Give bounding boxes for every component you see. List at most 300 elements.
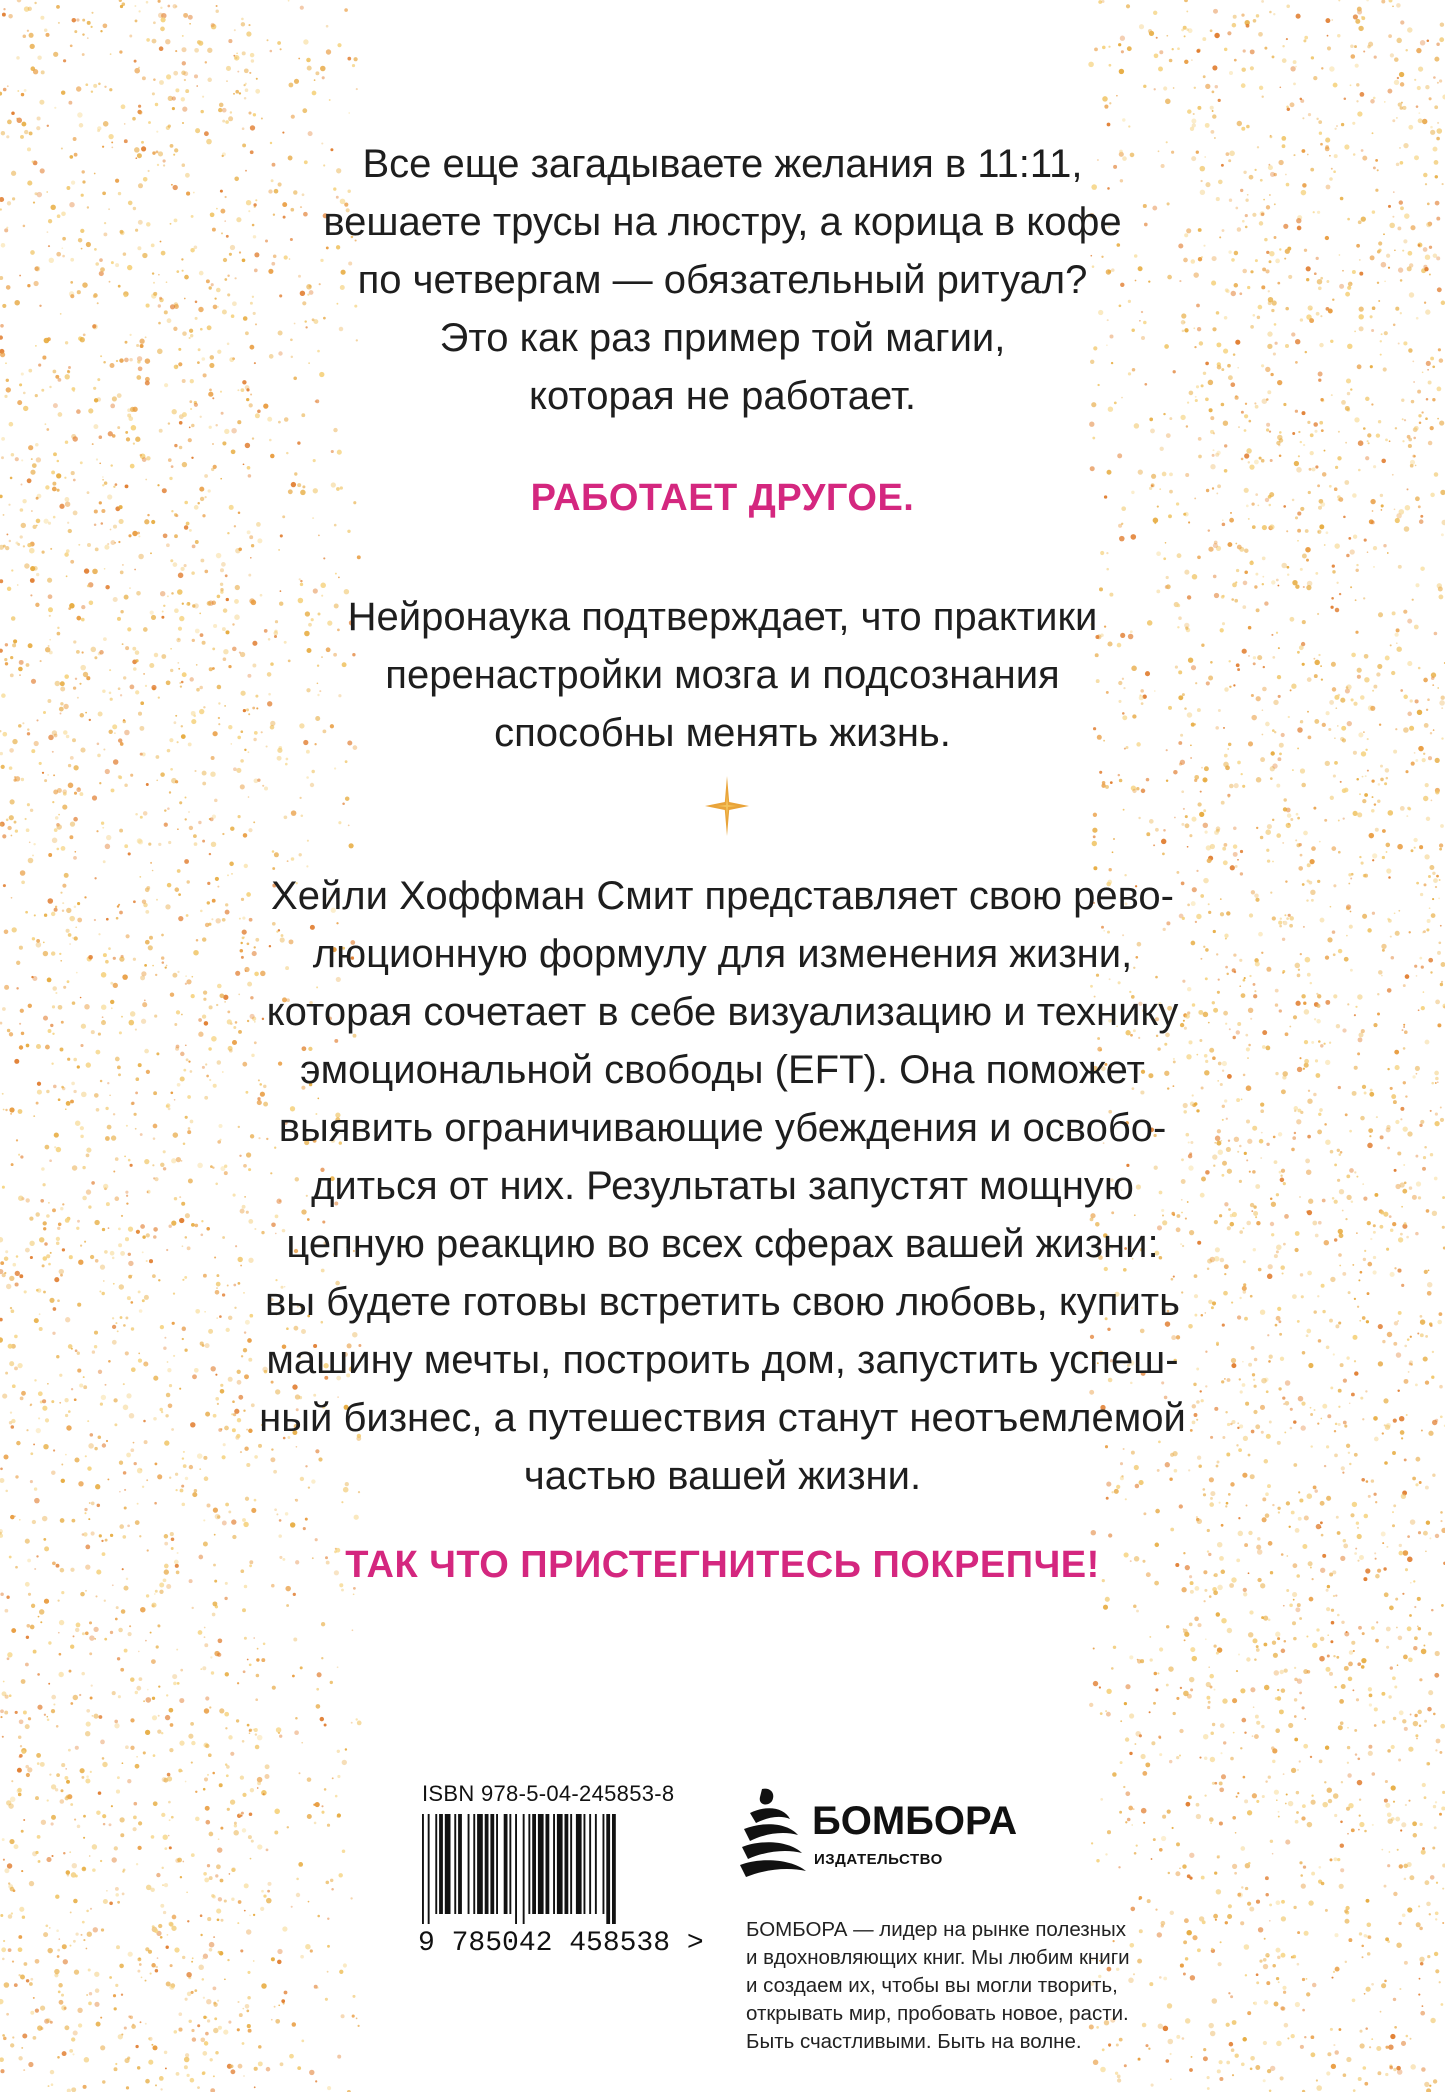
sparkle-dot <box>100 30 102 32</box>
sparkle-dot <box>1434 57 1439 62</box>
sparkle-dot <box>257 538 262 543</box>
sparkle-dot <box>1246 1657 1250 1661</box>
sparkle-dot <box>1439 1981 1441 1983</box>
sparkle-dot <box>1244 548 1248 552</box>
sparkle-dot <box>1290 66 1295 71</box>
sparkle-dot <box>157 1624 160 1627</box>
sparkle-dot <box>1338 1725 1343 1730</box>
sparkle-dot <box>1298 455 1300 457</box>
sparkle-dot <box>74 1819 76 1821</box>
sparkle-dot <box>81 1776 84 1779</box>
sparkle-dot <box>1355 569 1358 572</box>
sparkle-dot <box>1369 1694 1373 1698</box>
sparkle-dot <box>242 1828 246 1832</box>
sparkle-dot <box>167 1934 169 1936</box>
sparkle-dot <box>63 792 67 796</box>
sparkle-dot <box>1310 2052 1315 2057</box>
sparkle-dot <box>1424 1796 1427 1799</box>
sparkle-dot <box>30 566 35 571</box>
sparkle-dot <box>1390 1666 1393 1669</box>
sparkle-dot <box>97 126 101 130</box>
sparkle-dot <box>4 1711 8 1715</box>
sparkle-dot <box>108 431 113 436</box>
sparkle-dot <box>122 1893 125 1896</box>
sparkle-dot <box>25 818 27 820</box>
sparkle-dot <box>1187 846 1189 848</box>
sparkle-dot <box>31 458 33 460</box>
sparkle-dot <box>1369 833 1375 839</box>
sparkle-dot <box>7 120 12 125</box>
sparkle-dot <box>1277 1507 1280 1510</box>
sparkle-dot <box>168 1835 170 1837</box>
sparkle-dot <box>1198 437 1202 441</box>
sparkle-dot <box>111 1805 113 1807</box>
sparkle-dot <box>167 807 170 810</box>
sparkle-dot <box>1241 1886 1243 1888</box>
sparkle-dot <box>137 2066 140 2069</box>
sparkle-dot <box>1436 1739 1441 1744</box>
sparkle-dot <box>86 1709 90 1713</box>
sparkle-dot <box>155 1966 158 1969</box>
sparkle-dot <box>191 1961 193 1963</box>
sparkle-dot <box>1422 1783 1426 1787</box>
sparkle-dot <box>39 1609 44 1614</box>
sparkle-dot <box>1263 1643 1267 1647</box>
sparkle-dot <box>1219 1781 1223 1785</box>
sparkle-dot <box>1203 823 1208 828</box>
sparkle-dot <box>204 1627 206 1629</box>
sparkle-dot <box>112 1691 116 1695</box>
sparkle-dot <box>1210 29 1213 32</box>
sparkle-dot <box>1351 1641 1355 1645</box>
sparkle-dot <box>227 1808 230 1811</box>
sparkle-dot <box>49 1773 51 1775</box>
sparkle-dot <box>1334 1814 1337 1817</box>
sparkle-dot <box>1387 552 1389 554</box>
sparkle-dot <box>42 551 45 554</box>
sparkle-dot <box>132 531 137 536</box>
sparkle-dot <box>110 1631 113 1634</box>
sparkle-dot <box>207 1774 209 1776</box>
sparkle-dot <box>139 1677 143 1681</box>
sparkle-dot <box>73 856 77 860</box>
sparkle-dot <box>1426 1762 1430 1766</box>
sparkle-dot <box>240 1775 244 1779</box>
sparkle-dot <box>248 2029 252 2033</box>
sparkle-dot <box>1292 769 1294 771</box>
sparkle-dot <box>37 55 41 59</box>
sparkle-dot <box>242 2008 244 2010</box>
sparkle-dot <box>195 1817 200 1822</box>
sparkle-dot <box>204 1878 209 1883</box>
sparkle-dot <box>27 30 29 32</box>
sparkle-dot <box>155 103 158 106</box>
sparkle-dot <box>1377 800 1380 803</box>
sparkle-dot <box>217 1847 223 1853</box>
sparkle-dot <box>210 771 215 776</box>
sparkle-dot <box>138 105 141 108</box>
sparkle-dot <box>235 90 239 94</box>
sparkle-dot <box>1183 1973 1186 1976</box>
sparkle-dot <box>10 1797 16 1803</box>
sparkle-dot <box>1278 1511 1280 1513</box>
sparkle-dot <box>1219 1787 1224 1792</box>
sparkle-dot <box>100 1860 102 1862</box>
sparkle-dot <box>1210 464 1215 469</box>
sparkle-dot <box>68 783 74 789</box>
sparkle-dot <box>1310 859 1315 864</box>
sparkle-dot <box>92 569 98 575</box>
sparkle-dot <box>1202 1920 1206 1924</box>
sparkle-dot <box>1189 1677 1194 1682</box>
sparkle-dot <box>238 2064 243 2069</box>
sparkle-dot <box>82 53 85 56</box>
sparkle-dot <box>1295 1528 1300 1533</box>
sparkle-dot <box>148 2060 153 2065</box>
sparkle-dot <box>172 1915 177 1920</box>
sparkle-dot <box>18 1793 22 1797</box>
sparkle-dot <box>1190 1590 1194 1594</box>
sparkle-dot <box>1418 1994 1420 1996</box>
sparkle-dot <box>24 130 28 134</box>
sparkle-dot <box>1197 1948 1201 1952</box>
sparkle-dot <box>1420 40 1426 46</box>
sparkle-dot <box>1428 1632 1432 1636</box>
sparkle-dot <box>1300 2045 1304 2049</box>
sparkle-dot <box>1355 1753 1357 1755</box>
sparkle-dot <box>251 544 254 547</box>
sparkle-dot <box>1219 1821 1223 1825</box>
sparkle-dot <box>247 1659 249 1661</box>
sparkle-dot <box>1319 524 1324 529</box>
sparkle-dot <box>226 1765 230 1769</box>
sparkle-dot <box>7 85 9 87</box>
sparkle-dot <box>57 2056 60 2059</box>
sparkle-dot <box>1296 813 1299 816</box>
sparkle-dot <box>1428 441 1433 446</box>
sparkle-dot <box>1275 1728 1280 1733</box>
sparkle-dot <box>124 123 126 125</box>
sparkle-dot <box>153 78 156 81</box>
sparkle-dot <box>1203 2048 1206 2051</box>
sparkle-dot <box>242 51 246 55</box>
sparkle-dot <box>1403 1655 1408 1660</box>
sparkle-dot <box>14 1983 18 1987</box>
sparkle-dot <box>159 429 163 433</box>
sparkle-dot <box>1354 45 1357 48</box>
sparkle-dot <box>1397 77 1399 79</box>
sparkle-dot <box>151 1603 156 1608</box>
sparkle-dot <box>1204 1794 1206 1796</box>
sparkle-dot <box>1408 1747 1413 1752</box>
sparkle-dot <box>169 791 171 793</box>
sparkle-dot <box>103 121 109 127</box>
sparkle-dot <box>1301 783 1306 788</box>
sparkle-dot <box>1408 807 1411 810</box>
sparkle-dot <box>145 1640 147 1642</box>
sparkle-dot <box>91 1684 93 1686</box>
sparkle-dot <box>22 1916 25 1919</box>
sparkle-dot <box>1199 1757 1201 1759</box>
sparkle-dot <box>103 1823 106 1826</box>
sparkle-dot <box>245 83 247 85</box>
sparkle-dot <box>66 1780 70 1784</box>
sparkle-dot <box>51 1695 56 1700</box>
sparkle-dot <box>114 2007 117 2010</box>
sparkle-dot <box>1334 543 1339 548</box>
sparkle-dot <box>1250 66 1254 70</box>
sparkle-dot <box>1243 49 1246 52</box>
sparkle-dot <box>1439 848 1442 851</box>
sparkle-dot <box>47 1948 52 1953</box>
sparkle-dot <box>113 525 117 529</box>
sparkle-dot <box>1346 554 1350 558</box>
sparkle-dot <box>1387 89 1392 94</box>
sparkle-dot <box>143 811 148 816</box>
sparkle-dot <box>1229 2042 1234 2047</box>
sparkle-dot <box>253 1729 255 1731</box>
sparkle-dot <box>152 1697 155 1700</box>
sparkle-dot <box>88 1968 91 1971</box>
sparkle-dot <box>1441 2003 1444 2006</box>
sparkle-dot <box>20 535 23 538</box>
sparkle-dot <box>1261 1616 1264 1619</box>
sparkle-dot <box>134 68 140 74</box>
sparkle-dot <box>1276 1948 1281 1953</box>
sparkle-dot <box>1359 793 1361 795</box>
sparkle-dot <box>152 1715 157 1720</box>
sparkle-dot <box>1243 1592 1247 1596</box>
sparkle-dot <box>124 783 128 787</box>
sparkle-dot <box>66 575 68 577</box>
sparkle-dot <box>76 18 79 21</box>
sparkle-dot <box>157 1957 159 1959</box>
sparkle-dot <box>1401 2041 1406 2046</box>
sparkle-dot <box>1180 1687 1182 1689</box>
sparkle-dot <box>1348 537 1351 540</box>
sparkle-dot <box>86 1994 88 1996</box>
sparkle-dot <box>1272 55 1275 58</box>
sparkle-dot <box>1398 1759 1401 1762</box>
sparkle-dot <box>224 1597 227 1600</box>
sparkle-dot <box>173 1682 177 1686</box>
sparkle-dot <box>119 1964 124 1969</box>
sparkle-dot <box>73 1899 78 1904</box>
sparkle-dot <box>1347 1727 1349 1729</box>
sparkle-dot <box>1343 2073 1347 2077</box>
sparkle-dot <box>83 1939 85 1941</box>
sparkle-dot <box>1380 778 1384 782</box>
sparkle-dot <box>17 1788 22 1793</box>
sparkle-dot <box>211 23 215 27</box>
sparkle-dot <box>1415 1734 1418 1737</box>
sparkle-dot <box>175 88 179 92</box>
sparkle-dot <box>1361 862 1364 865</box>
sparkle-dot <box>1295 2002 1300 2007</box>
sparkle-dot <box>1196 1803 1200 1807</box>
sparkle-dot <box>147 1689 149 1691</box>
sparkle-dot <box>133 1816 137 1820</box>
sparkle-dot <box>212 443 214 445</box>
sparkle-dot <box>1241 773 1243 775</box>
sparkle-dot <box>1404 1961 1408 1965</box>
sparkle-dot <box>1325 1746 1329 1750</box>
sparkle-dot <box>231 1868 235 1872</box>
sparkle-dot <box>1356 1698 1359 1701</box>
sparkle-dot <box>77 1825 81 1829</box>
sparkle-dot <box>127 1779 131 1783</box>
sparkle-dot <box>1399 72 1404 77</box>
sparkle-dot <box>1372 1772 1376 1776</box>
sparkle-dot <box>87 584 90 587</box>
sparkle-dot <box>22 1750 26 1754</box>
sparkle-dot <box>1186 1930 1191 1935</box>
sparkle-dot <box>155 1969 158 1972</box>
sparkle-dot <box>120 1833 124 1837</box>
sparkle-dot <box>1299 1617 1302 1620</box>
sparkle-dot <box>1269 11 1272 14</box>
sparkle-dot <box>1249 561 1253 565</box>
sparkle-dot <box>1283 1991 1286 1994</box>
sparkle-dot <box>96 830 98 832</box>
sparkle-dot <box>226 66 231 71</box>
sparkle-dot <box>1185 815 1188 818</box>
sparkle-dot <box>1205 1638 1207 1640</box>
sparkle-dot <box>1279 431 1282 434</box>
sparkle-dot <box>1389 1606 1394 1611</box>
sparkle-dot <box>136 1863 138 1865</box>
sparkle-dot <box>67 2089 71 2092</box>
sparkle-dot <box>1417 1626 1419 1628</box>
sparkle-dot <box>78 2023 82 2027</box>
sparkle-dot <box>1296 467 1302 473</box>
sparkle-dot <box>27 543 31 547</box>
sparkle-dot <box>1320 1526 1322 1528</box>
sparkle-dot <box>1442 1605 1444 1607</box>
sparkle-dot <box>1368 1935 1372 1939</box>
sparkle-dot <box>1316 2085 1322 2091</box>
sparkle-dot <box>1376 1621 1378 1623</box>
sparkle-dot <box>1268 1776 1271 1779</box>
sparkle-dot <box>1189 1623 1193 1627</box>
sparkle-dot <box>1220 1723 1225 1728</box>
sparkle-dot <box>1297 1963 1300 1966</box>
sparkle-dot <box>188 15 193 20</box>
sparkle-dot <box>15 541 18 544</box>
sparkle-dot <box>1421 1850 1426 1855</box>
sparkle-dot <box>242 2042 245 2045</box>
sparkle-dot <box>5 1695 9 1699</box>
sparkle-dot <box>1392 5 1394 7</box>
sparkle-dot <box>179 1698 184 1703</box>
sparkle-dot <box>65 440 68 443</box>
sparkle-dot <box>48 1641 51 1644</box>
sparkle-dot <box>256 1658 259 1661</box>
sparkle-dot <box>115 1984 118 1987</box>
sparkle-dot <box>209 853 211 855</box>
sparkle-dot <box>1207 2087 1210 2090</box>
sparkle-dot <box>1367 1952 1371 1956</box>
sparkle-dot <box>148 843 151 846</box>
sparkle-dot <box>61 1763 65 1767</box>
sparkle-dot <box>242 1793 246 1797</box>
sparkle-dot <box>1303 1865 1306 1868</box>
sparkle-dot <box>1240 1747 1242 1749</box>
sparkle-dot <box>1311 56 1314 59</box>
sparkle-dot <box>160 1936 163 1939</box>
sparkle-dot <box>30 44 35 49</box>
sparkle-dot <box>114 1723 119 1728</box>
sparkle-dot <box>191 1607 193 1609</box>
sparkle-dot <box>1216 1612 1220 1616</box>
sparkle-dot <box>1189 1853 1194 1858</box>
sparkle-dot <box>1426 1902 1431 1907</box>
sparkle-dot <box>239 92 241 94</box>
sparkle-dot <box>1357 1534 1362 1539</box>
sparkle-dot <box>1271 580 1275 584</box>
sparkle-dot <box>1435 1918 1437 1920</box>
sparkle-dot <box>94 524 97 527</box>
sparkle-dot <box>1338 820 1340 822</box>
sparkle-dot <box>257 1648 259 1650</box>
sparkle-dot <box>205 1744 209 1748</box>
sparkle-dot <box>1347 1746 1350 1749</box>
sparkle-dot <box>216 553 222 559</box>
sparkle-dot <box>140 2021 142 2023</box>
sparkle-dot <box>8 1914 13 1919</box>
sparkle-dot <box>7 826 11 830</box>
sparkle-dot <box>167 5 170 8</box>
sparkle-dot <box>1296 1791 1299 1794</box>
sparkle-dot <box>63 59 66 62</box>
sparkle-dot <box>128 534 131 537</box>
sparkle-dot <box>1215 1919 1217 1921</box>
sparkle-dot <box>1362 1632 1365 1635</box>
sparkle-dot <box>0 1716 2 1718</box>
sparkle-dot <box>128 852 131 855</box>
sparkle-dot <box>1309 1597 1314 1602</box>
sparkle-dot <box>89 1652 92 1655</box>
sparkle-dot <box>166 1946 169 1949</box>
sparkle-dot <box>1424 854 1429 859</box>
sparkle-dot <box>40 1621 42 1623</box>
sparkle-dot <box>92 1844 97 1849</box>
sparkle-dot <box>26 828 30 832</box>
sparkle-dot <box>1192 1656 1197 1661</box>
sparkle-dot <box>119 0 122 2</box>
sparkle-dot <box>1256 1721 1260 1725</box>
sparkle-dot <box>1350 84 1352 86</box>
sparkle-dot <box>1297 817 1300 820</box>
sparkle-dot <box>165 2067 167 2069</box>
sparkle-dot <box>2 1838 5 1841</box>
sparkle-dot <box>55 816 59 820</box>
sparkle-dot <box>1340 1868 1344 1872</box>
sparkle-dot <box>253 113 256 116</box>
sparkle-dot <box>146 1594 149 1597</box>
sparkle-dot <box>130 1718 134 1722</box>
sparkle-dot <box>228 116 233 121</box>
sparkle-dot <box>53 452 57 456</box>
sparkle-dot <box>1350 549 1355 554</box>
sparkle-dot <box>195 540 199 544</box>
sparkle-dot <box>1439 1751 1442 1754</box>
sparkle-dot <box>237 71 239 73</box>
sparkle-dot <box>1180 1964 1184 1968</box>
sparkle-dot <box>1385 439 1388 442</box>
sparkle-dot <box>117 1901 120 1904</box>
sparkle-dot <box>1203 809 1206 812</box>
